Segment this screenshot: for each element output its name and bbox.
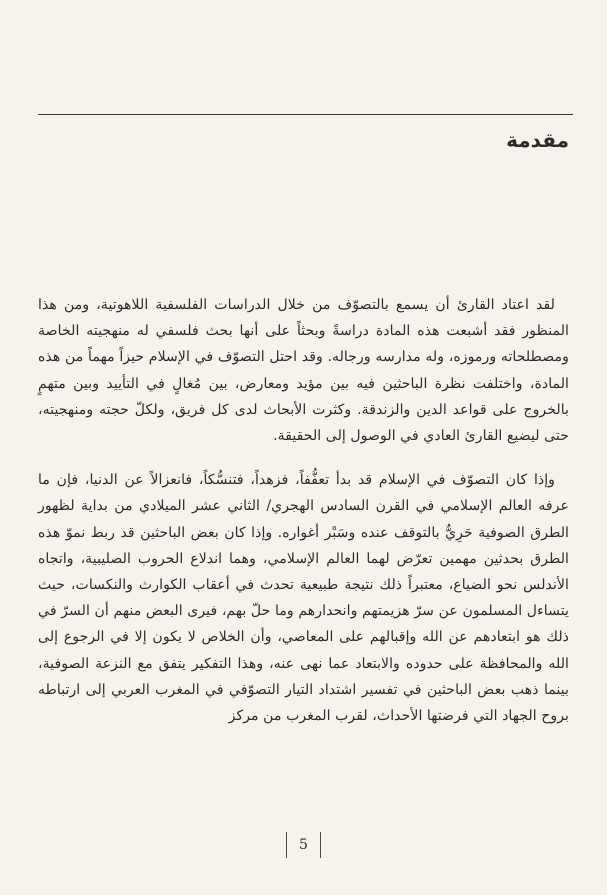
header-rule <box>38 114 573 115</box>
paragraph-2: وإذا كان التصوّف في الإسلام قد بدأ تعفُّفاً، فزهداً، فتنسُّكاً، فانعزالاً عن الدنيا، فإن ما عرفه العالم الإسلامي في القرن السادس الهجري/ الثاني عشر الميلادي من بداية لظهور الطرق الصوفية حَرِيٌّ بالتوقف عنده وسَبْر أغواره. وإذا كان بعض الباحثين قد ربط نموّ هذه الطرق بحدثين مهمين تعرّض لهما العالم الإسلامي، وهما اندلاع الحروب الصليبية، واتجاه الأندلس نحو الضياع، معتبراً ذلك نتيجة طبيعية تحدث في أعقاب الكوارث والنكسات، حيث يتساءل المسلمون عن سرّ هزيمتهم وانحدارهم وما حلّ بهم، فيرى البعض منهم أن السرّ في ذلك هو ابتعادهم عن الله وإقبالهم على المعاصي، وأن الخلاص لا يكون إلا في الرجوع إلى الله والمحافظة على حدوده والابتعاد عما نهى عنه، وهذا التفكير يتفق مع النزعة الصوفية، بينما ذهب بعض الباحثين في تفسير اشتداد التيار التصوّفي في المغرب العربي إلى ارتباطه بروح الجهاد التي فرضتها الأحداث، لقرب المغرب من مركز <box>38 472 569 725</box>
page-number-bar-left <box>286 832 288 858</box>
page-number: 5 <box>299 837 308 853</box>
chapter-heading: مقدمة <box>506 128 569 152</box>
body-text <box>38 292 569 729</box>
paragraph-1: لقد اعتاد القارئ أن يسمع بالتصوّف من خلال الدراسات الفلسفية اللاهوتية، ومن هذا المنظور فقد أشبعت هذه المادة دراسةً وبحثاً على أنها بحث فلسفي له منهجيته الخاصة ومصطلحاته ورموزه، وله مدارسه ورجاله. وقد احتل التصوّف في الإسلام حيزاً مهماً من هذه المادة، واختلفت نظرة الباحثين فيه بين مؤيد ومعارض، بين مُغالٍ في التأييد وبين متهمٍ بالخروج على قواعد الدين والزندقة. وكثرت الأبحاث لدى كل فريق، ولكلّ حجته ومنهجيته، حتى ليضيع القارئ العادي في الوصول إلى الحقيقة. <box>38 297 569 445</box>
page-number-box <box>0 832 607 858</box>
page-number-bar-right <box>320 832 322 858</box>
